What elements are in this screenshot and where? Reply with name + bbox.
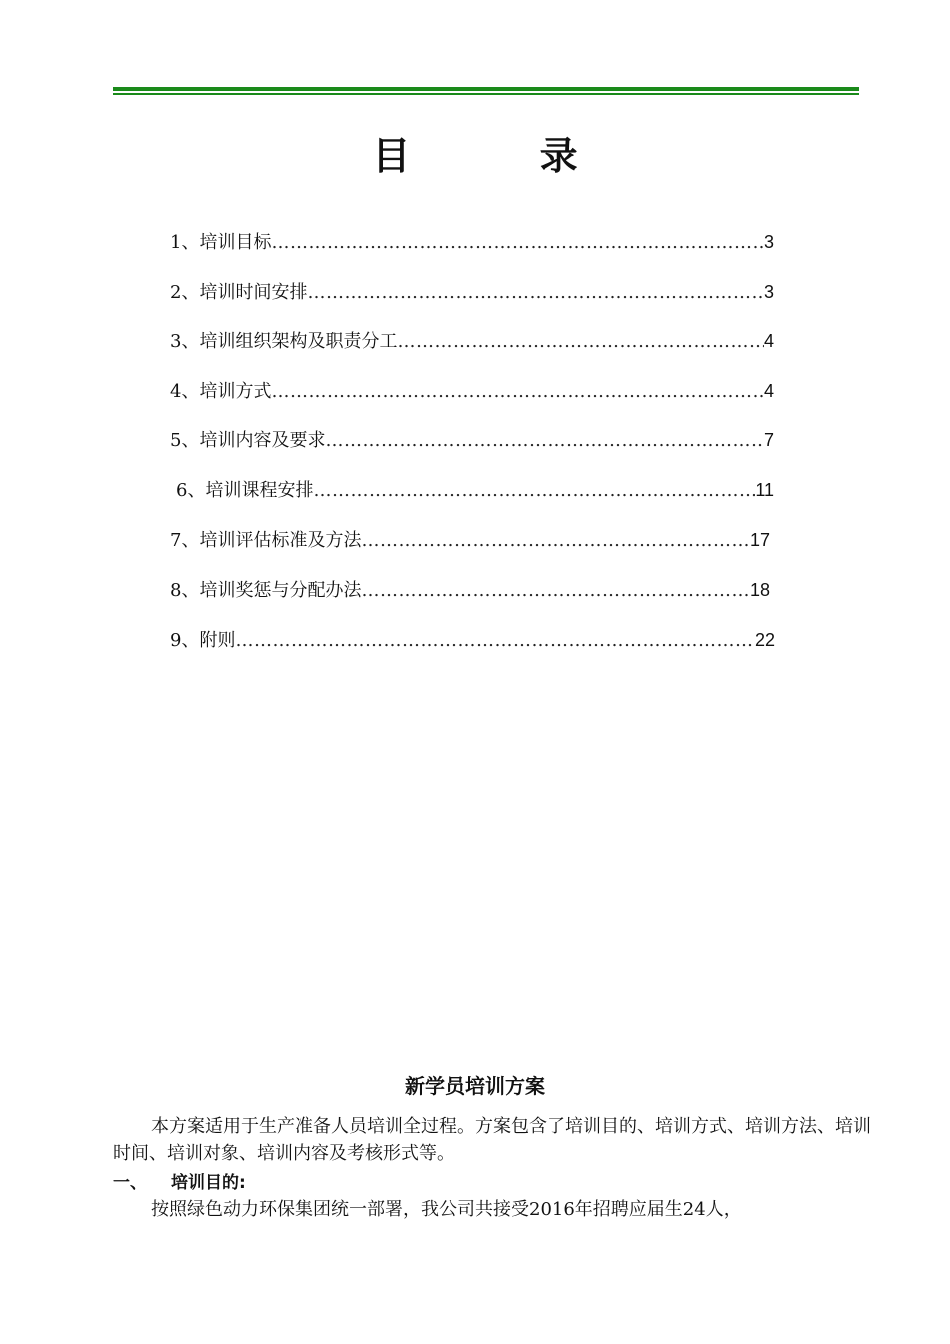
section-title: 培训目的: xyxy=(171,1173,246,1193)
toc-leader-dots xyxy=(271,379,764,405)
toc-item-page: 4 xyxy=(763,331,774,351)
toc-item-label: 1、培训目标 xyxy=(170,232,272,253)
toc-item-label: 8、培训奖惩与分配办法 xyxy=(170,580,362,601)
toc-leader-dots xyxy=(325,428,764,454)
toc-item-label: 3、培训组织架构及职责分工 xyxy=(170,331,398,352)
toc-item-page: 11 xyxy=(755,480,774,500)
toc-item[interactable] xyxy=(170,328,774,354)
toc-item-page: 3 xyxy=(763,282,774,302)
toc-leader-dots xyxy=(271,230,764,256)
toc-item-label: 6、培训课程安排 xyxy=(176,480,314,501)
toc-title: 目 录 xyxy=(372,134,636,178)
toc-item-page: 17 xyxy=(749,530,770,550)
toc-item[interactable] xyxy=(170,378,774,404)
toc-item[interactable] xyxy=(170,279,774,305)
section-heading xyxy=(113,1168,246,1193)
toc-item-page: 22 xyxy=(754,630,775,650)
toc-item-label: 9、附则 xyxy=(170,630,236,651)
toc-item[interactable] xyxy=(170,577,770,603)
toc-leader-dots xyxy=(397,329,764,355)
toc-item-label: 7、培训评估标准及方法 xyxy=(170,530,362,551)
intro-paragraph: 本方案适用于生产准备人员培训全过程。方案包含了培训目的、培训方式、培训方法、培训时间、培训对象、培训内容及考核形式等。 xyxy=(113,1116,871,1164)
toc-leader-dots xyxy=(307,280,764,306)
toc-item[interactable] xyxy=(170,427,774,453)
toc-item-label: 4、培训方式 xyxy=(170,381,272,402)
toc-item[interactable] xyxy=(170,627,775,653)
toc-item-page: 3 xyxy=(763,232,774,252)
section-paragraph: 按照绿色动力环保集团统一部署，我公司共接受2016年招聘应届生24人， xyxy=(151,1199,742,1220)
document-title: 新学员培训方案 xyxy=(405,1074,545,1098)
section-number: 一、 xyxy=(113,1173,147,1193)
toc-leader-dots xyxy=(235,628,755,654)
toc-item-label: 5、培训内容及要求 xyxy=(170,430,326,451)
toc-leader-dots xyxy=(361,528,750,554)
toc-leader-dots xyxy=(361,578,750,604)
toc-item-page: 4 xyxy=(763,381,774,401)
toc-item[interactable] xyxy=(176,477,774,503)
toc-item[interactable] xyxy=(170,527,770,553)
toc-item[interactable] xyxy=(170,229,774,255)
toc-item-page: 7 xyxy=(763,430,774,450)
toc-item-page: 18 xyxy=(749,580,770,600)
toc-leader-dots xyxy=(313,478,755,504)
toc-item-label: 2、培训时间安排 xyxy=(170,282,308,303)
